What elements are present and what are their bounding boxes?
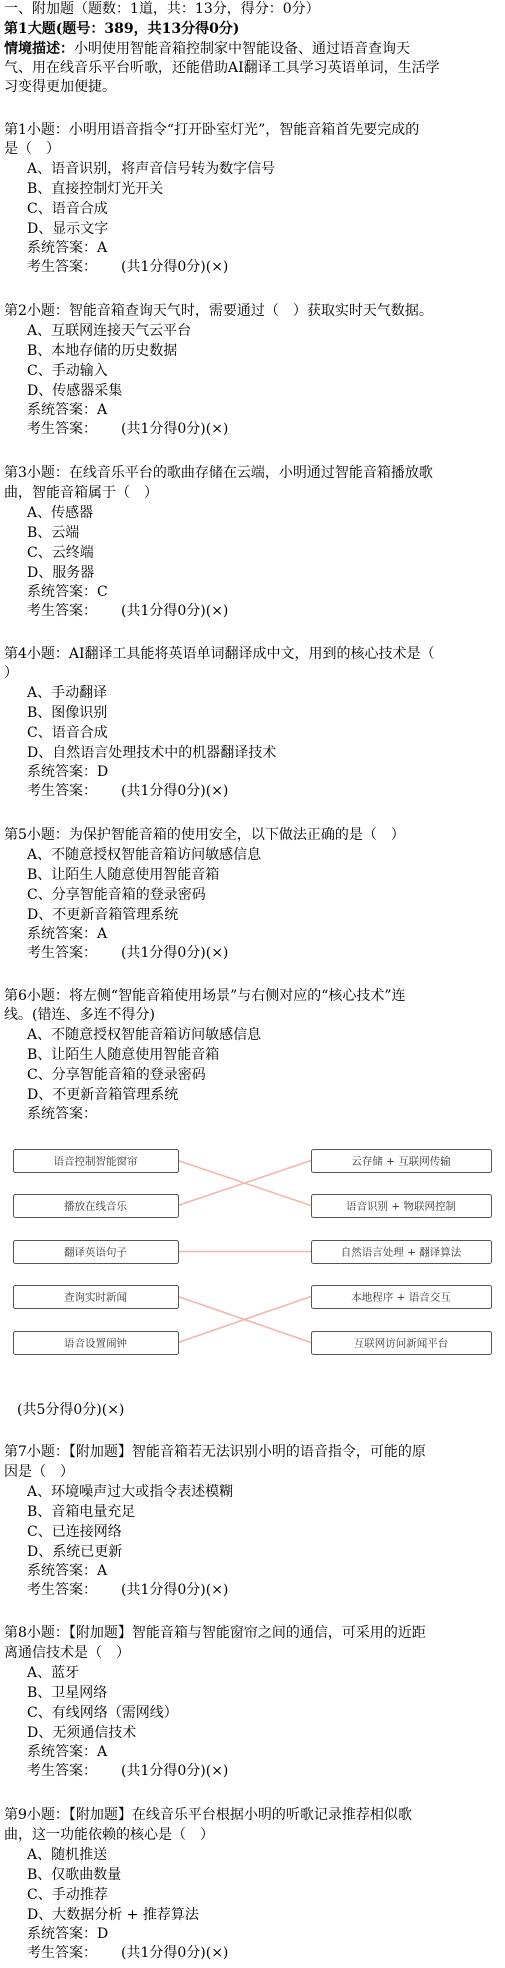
q3-option-d: D、服务器 — [27, 565, 95, 581]
q5-score: (共1分得0分)(×) — [121, 945, 229, 961]
tech-item-2-label: 语音识别 + 物联网控制 — [346, 1200, 456, 1213]
q6-system-answer: 系统答案： — [27, 1106, 97, 1122]
q8-stem-1: 第8小题：【附加题】智能音箱与智能窗帘之间的通信，可采用的近距 — [4, 1625, 426, 1641]
q2-stem-1: 第2小题：智能音箱查询天气时，需要通过（ ）获取实时天气数据。 — [4, 303, 433, 319]
q4-student-answer: 考生答案： (共1分得0分)(×) — [27, 783, 229, 799]
q4-score: (共1分得0分)(×) — [121, 783, 229, 799]
q3-system-answer: 系统答案：C — [27, 584, 108, 600]
q8-option-a: A、蓝牙 — [27, 1665, 80, 1681]
tech-item-4-label: 本地程序 + 语音交互 — [351, 1291, 451, 1304]
q9-stem-1: 第9小题：【附加题】在线音乐平台根据小明的听歌记录推荐相似歌 — [4, 1807, 412, 1823]
tech-item-1-label: 云存储 + 互联网传输 — [351, 1155, 451, 1168]
q9-stem-2: 曲，这一功能依赖的核心是（ ） — [4, 1827, 214, 1843]
q2-option-c: C、手动输入 — [27, 363, 108, 379]
q4-option-c: C、语音合成 — [27, 725, 108, 741]
q1-system-answer: 系统答案：A — [27, 240, 108, 256]
q3-score: (共1分得0分)(×) — [121, 603, 229, 619]
q2-score: (共1分得0分)(×) — [121, 421, 229, 437]
scene-item-2-label: 播放在线音乐 — [64, 1200, 127, 1213]
scene-item-1-label: 语音控制智能窗帘 — [53, 1155, 138, 1168]
q7-option-c: C、已连接网络 — [27, 1524, 122, 1540]
q7-option-d: D、系统已更新 — [27, 1544, 123, 1560]
match-lines — [178, 1161, 311, 1343]
tech-item-2 — [312, 1195, 492, 1218]
q7-student-answer: 考生答案： (共1分得0分)(×) — [27, 1582, 229, 1598]
q4-option-b: B、图像识别 — [27, 705, 108, 721]
q7-option-b: B、音箱电量充足 — [27, 1504, 136, 1520]
q3-stem-2: 曲，智能音箱属于（ ） — [4, 485, 158, 501]
q1-option-c: C、语音合成 — [27, 201, 108, 217]
q4-stem-1: 第4小题：AI翻译工具能将英语单词翻译成中文，用到的核心技术是（ — [4, 646, 435, 662]
q8-student-answer: 考生答案： (共1分得0分)(×) — [27, 1763, 229, 1779]
q1-stem-2: 是（ ） — [4, 141, 60, 157]
q9-option-c: C、手动推荐 — [27, 1887, 108, 1903]
q7-stem-2: 因是（ ） — [4, 1464, 74, 1480]
q4-option-a: A、手动翻译 — [27, 685, 108, 701]
q9-score: (共1分得0分)(×) — [121, 1945, 229, 1961]
q1-option-d: D、显示文字 — [27, 221, 109, 237]
q7-system-answer: 系统答案：A — [27, 1563, 108, 1579]
q7-stem-1: 第7小题：【附加题】智能音箱若无法识别小明的语音指令，可能的原 — [4, 1444, 426, 1460]
q1-stem-1: 第1小题：小明用语音指令“打开卧室灯光”，智能音箱首先要完成的 — [4, 122, 420, 138]
scene-item-1 — [14, 1150, 179, 1173]
q7-option-a: A、环境噪声过大或指令表述模糊 — [27, 1484, 234, 1500]
q8-option-d: D、无须通信技术 — [27, 1725, 137, 1741]
q6-option-d: D、不更新音箱管理系统 — [27, 1087, 179, 1103]
q1-option-a: A、语音识别，将声音信号转为数字信号 — [27, 161, 276, 177]
scene-item-5 — [14, 1332, 179, 1355]
q4-stem-2: ） — [4, 665, 18, 681]
q8-option-c: C、有线网络（需网线） — [27, 1705, 178, 1721]
q9-option-a: A、随机推送 — [27, 1847, 108, 1863]
q5-option-c: C、分享智能音箱的登录密码 — [27, 887, 206, 903]
tech-item-3 — [312, 1241, 492, 1264]
q1-score: (共1分得0分)(×) — [121, 259, 229, 275]
q3-option-a: A、传感器 — [27, 505, 94, 521]
q9-system-answer: 系统答案：D — [27, 1926, 109, 1942]
scenario-line-3: 习变得更加便捷。 — [4, 79, 116, 95]
scene-item-3-label: 翻译英语句子 — [64, 1246, 127, 1259]
q5-option-a: A、不随意授权智能音箱访问敏感信息 — [27, 847, 262, 863]
q6-stem-1: 第6小题：将左侧“智能音箱使用场景”与右侧对应的“核心技术”连 — [4, 988, 406, 1004]
q5-system-answer: 系统答案：A — [27, 926, 108, 942]
q5-stem-1: 第5小题：为保护智能音箱的使用安全，以下做法正确的是（ ） — [4, 827, 405, 843]
q2-student-answer: 考生答案： (共1分得0分)(×) — [27, 421, 229, 437]
q6-option-b: B、让陌生人随意使用智能音箱 — [27, 1047, 220, 1063]
q3-student-answer: 考生答案： (共1分得0分)(×) — [27, 603, 229, 619]
matching-diagram — [0, 1130, 505, 1380]
q3-stem-1: 第3小题：在线音乐平台的歌曲存储在云端，小明通过智能音箱播放歌 — [4, 465, 433, 481]
q6-stem-2: 线。(错连、多连不得分) — [4, 1007, 155, 1023]
q5-student-answer: 考生答案： (共1分得0分)(×) — [27, 945, 229, 961]
q5-option-d: D、不更新音箱管理系统 — [27, 907, 179, 923]
q5-option-b: B、让陌生人随意使用智能音箱 — [27, 867, 220, 883]
q9-student-answer: 考生答案： (共1分得0分)(×) — [27, 1945, 229, 1961]
q4-system-answer: 系统答案：D — [27, 764, 109, 780]
tech-item-3-label: 自然语言处理 + 翻译算法 — [340, 1246, 462, 1259]
q2-option-d: D、传感器采集 — [27, 383, 123, 399]
q9-option-b: B、仅歌曲数量 — [27, 1867, 122, 1883]
scenario-label: 情境描述： — [4, 41, 74, 57]
scene-item-5-label: 语音设置闹钟 — [64, 1337, 127, 1350]
q8-stem-2: 离通信技术是（ ） — [4, 1645, 130, 1661]
big-question-title: 第1大题(题号：389，共13分得0分) — [4, 21, 240, 37]
q6-option-c: C、分享智能音箱的登录密码 — [27, 1067, 206, 1083]
q3-option-b: B、云端 — [27, 525, 80, 541]
tech-item-5-label: 互联网访问新闻平台 — [353, 1337, 449, 1350]
q6-option-a: A、不随意授权智能音箱访问敏感信息 — [27, 1027, 262, 1043]
q9-option-d: D、大数据分析 + 推荐算法 — [27, 1907, 199, 1923]
scenario-line-1: 情境描述：小明使用智能音箱控制家中智能设备、通过语音查询天 — [4, 41, 410, 57]
tech-item-4 — [312, 1286, 492, 1309]
q4-option-d: D、自然语言处理技术中的机器翻译技术 — [27, 745, 277, 761]
scene-item-2 — [14, 1195, 179, 1218]
q2-option-a: A、互联网连接天气云平台 — [27, 323, 192, 339]
tech-item-5 — [312, 1332, 492, 1355]
q1-student-answer: 考生答案： (共1分得0分)(×) — [27, 259, 229, 275]
q2-option-b: B、本地存储的历史数据 — [27, 343, 178, 359]
q8-option-b: B、卫星网络 — [27, 1685, 108, 1701]
q8-score: (共1分得0分)(×) — [121, 1763, 229, 1779]
q2-system-answer: 系统答案：A — [27, 402, 108, 418]
scene-item-3 — [14, 1241, 179, 1264]
scene-item-4-label: 查询实时新闻 — [64, 1291, 127, 1304]
q7-score: (共1分得0分)(×) — [121, 1582, 229, 1598]
scenario-line-2: 气、用在线音乐平台听歌，还能借助AI翻译工具学习英语单词，生活学 — [4, 60, 440, 76]
q6-score: (共5分得0分)(×) — [17, 1402, 125, 1418]
scene-item-4 — [14, 1286, 179, 1309]
q8-system-answer: 系统答案：A — [27, 1744, 108, 1760]
q1-option-b: B、直接控制灯光开关 — [27, 181, 164, 197]
section-title: 一、附加题（题数：1道，共：13分，得分：0分） — [4, 1, 320, 17]
tech-item-1 — [312, 1150, 492, 1173]
q3-option-c: C、云终端 — [27, 545, 94, 561]
